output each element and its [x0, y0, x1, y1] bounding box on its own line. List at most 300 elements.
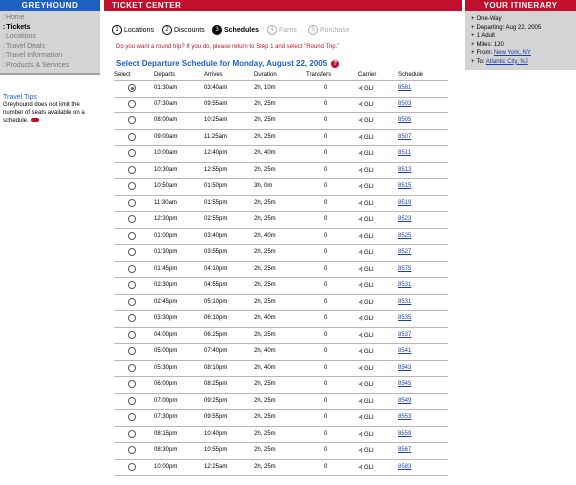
- nav-item-label: Travel Deals: [5, 42, 45, 50]
- schedule-link[interactable]: 8581: [398, 85, 412, 91]
- transfers-cell: 0: [324, 133, 328, 140]
- select-radio[interactable]: [128, 232, 136, 240]
- departs-cell: 05:00pm: [154, 348, 178, 354]
- departs-cell: 10:00pm: [154, 463, 178, 470]
- schedule-cell: [398, 365, 411, 371]
- duration-cell: 2h, 40m: [254, 364, 276, 371]
- itinerary-text: 1 Adult: [476, 33, 495, 39]
- table-row: [114, 113, 448, 130]
- select-radio[interactable]: [128, 281, 136, 289]
- schedule-link[interactable]: 8549: [398, 397, 412, 404]
- carrier-cell: [358, 299, 374, 306]
- carrier-logo-icon: ⊰: [358, 382, 364, 388]
- travel-tips: [3, 94, 97, 125]
- carrier-logo-icon: ⊰: [358, 86, 364, 92]
- itinerary-line: [471, 59, 528, 65]
- carrier-cell: [358, 216, 374, 223]
- schedule-link[interactable]: 8583: [398, 463, 412, 470]
- schedule-title-text: Select Departure Schedule for Monday, August 22, 2005: [116, 59, 328, 68]
- step-label: Fares: [279, 26, 297, 34]
- nav-item-label: Home: [5, 14, 25, 21]
- transfers-cell: 0: [324, 414, 328, 420]
- carrier-logo-icon: ⊰: [358, 283, 364, 289]
- travel-tips-text: [3, 101, 97, 125]
- schedule-cell: [398, 348, 411, 354]
- carrier-code: GLI: [364, 365, 374, 372]
- select-radio[interactable]: [128, 463, 136, 471]
- departs-cell: 04:00pm: [154, 331, 178, 338]
- transfers-cell: 0: [324, 216, 328, 222]
- itinerary-panel: [465, 0, 576, 70]
- select-radio[interactable]: [128, 331, 136, 339]
- select-radio[interactable]: [128, 84, 136, 92]
- carrier-cell: [358, 348, 374, 355]
- carrier-logo-icon: ⊰: [358, 118, 364, 124]
- nav-item-label: Locations: [5, 33, 36, 40]
- help-icon[interactable]: ?: [331, 60, 339, 68]
- select-radio[interactable]: [128, 314, 136, 322]
- transfers-cell: 0: [324, 150, 328, 156]
- carrier-cell: [358, 266, 374, 273]
- select-radio[interactable]: [128, 347, 136, 355]
- schedule-cell: [398, 464, 411, 470]
- schedule-cell: [398, 431, 411, 437]
- schedule-cell: [398, 200, 411, 206]
- schedule-cell: [398, 249, 411, 255]
- transfers-cell: 0: [324, 447, 328, 453]
- transfers-cell: 0: [324, 117, 328, 123]
- itinerary-text: From:: [476, 50, 494, 56]
- arrives-cell: 04:55pm: [204, 282, 228, 288]
- arrives-cell: 12:25am: [204, 463, 228, 470]
- nav-bullet-icon: :: [3, 61, 5, 69]
- arrives-cell: 02:55pm: [204, 216, 228, 222]
- arrives-cell: 03:55pm: [204, 249, 228, 255]
- nav-item-tickets[interactable]: [3, 24, 30, 31]
- arrives-cell: 07:40pm: [204, 348, 228, 354]
- schedule-link[interactable]: 8527: [398, 249, 412, 255]
- nav-item-locations[interactable]: [3, 33, 36, 40]
- table-row: [114, 146, 448, 163]
- nav-bullet-icon: :: [3, 33, 5, 40]
- schedule-link[interactable]: 8537: [398, 331, 412, 338]
- departs-cell: 01:00pm: [154, 232, 178, 239]
- itinerary-line: [471, 33, 495, 39]
- transfers-cell: 0: [324, 381, 328, 387]
- carrier-cell: [358, 183, 374, 190]
- arrives-cell: 03:40pm: [204, 232, 228, 239]
- schedule-cell: [398, 167, 411, 173]
- nav-bullet-icon: :: [3, 42, 5, 50]
- schedule-link[interactable]: 8535: [398, 315, 412, 321]
- duration-cell: 3h, 0m: [254, 183, 273, 189]
- carrier-cell: [358, 249, 374, 256]
- carrier-logo-icon: ⊰: [358, 250, 364, 256]
- select-radio[interactable]: [128, 199, 136, 207]
- table-row: [114, 427, 448, 444]
- schedule-link[interactable]: 8567: [398, 447, 412, 453]
- column-header-departs: Departs: [154, 72, 176, 78]
- departs-cell: 02:45pm: [154, 298, 178, 305]
- departs-cell: 12:30pm: [154, 216, 178, 222]
- departs-cell: 08:30pm: [154, 447, 178, 453]
- table-row: [114, 229, 448, 246]
- schedule-link[interactable]: 8531: [398, 282, 412, 288]
- select-radio[interactable]: [128, 413, 136, 421]
- itinerary-line: [471, 25, 541, 31]
- step-discounts[interactable]: [162, 25, 205, 35]
- schedule-cell: [398, 134, 411, 140]
- travel-tips-title: Travel Tips: [3, 94, 37, 101]
- column-header-duration: Duration: [254, 72, 277, 78]
- table-row: [114, 344, 448, 361]
- departs-cell: 02:30pm: [154, 282, 178, 288]
- departs-cell: 10:30am: [154, 166, 178, 173]
- select-radio[interactable]: [128, 364, 136, 372]
- brand-logo: GREYHOUND: [0, 0, 100, 11]
- arrives-cell: 12:55pm: [204, 166, 228, 173]
- nav-item-home[interactable]: [3, 14, 25, 21]
- schedule-cell: [398, 216, 411, 222]
- transfers-cell: 0: [324, 249, 328, 255]
- select-radio[interactable]: [128, 215, 136, 223]
- carrier-cell: [358, 447, 374, 454]
- carrier-cell: [358, 282, 374, 289]
- departs-cell: 08:15pm: [154, 430, 178, 437]
- schedule-link[interactable]: 8523: [398, 216, 412, 222]
- departs-cell: 07:30pm: [154, 414, 178, 420]
- step-number-icon: 4: [267, 25, 277, 35]
- schedule-link[interactable]: 8503: [398, 100, 412, 107]
- itinerary-text: To:: [476, 58, 486, 65]
- departs-cell: 01:30pm: [154, 249, 178, 255]
- plus-icon: +: [471, 58, 475, 65]
- carrier-code: GLI: [364, 299, 374, 306]
- schedule-cell: [398, 414, 411, 420]
- table-row: [114, 212, 448, 229]
- duration-cell: 2h, 25m: [254, 117, 276, 123]
- select-radio[interactable]: [128, 100, 136, 108]
- duration-cell: 2h, 25m: [254, 430, 276, 437]
- schedule-link[interactable]: 8525: [398, 232, 412, 239]
- departs-cell: 06:00pm: [154, 381, 178, 387]
- round-trip-notice: Do you want a round trip? If you do, please return to Step 1 and select "Round Trip.": [116, 44, 340, 50]
- transfers-cell: 0: [324, 463, 328, 470]
- carrier-code: GLI: [364, 101, 374, 108]
- nav-bullet-icon: :: [3, 52, 5, 59]
- carrier-logo-icon: ⊰: [358, 200, 364, 207]
- schedule-cell: [398, 381, 411, 387]
- column-header-carrier: Carrier: [358, 72, 377, 78]
- schedule-link[interactable]: 8513: [398, 166, 412, 173]
- arrives-cell: 08:10pm: [204, 364, 228, 371]
- itinerary-location-link[interactable]: New York, NY: [493, 50, 531, 56]
- arrives-cell: 11:25am: [204, 133, 227, 140]
- transfers-cell: 0: [324, 100, 328, 107]
- duration-cell: 2h, 40m: [254, 232, 276, 239]
- carrier-logo-icon: ⊰: [358, 217, 364, 223]
- transfers-cell: 0: [324, 397, 328, 404]
- carrier-cell: [358, 101, 374, 108]
- nav-item-products-services[interactable]: [3, 62, 69, 69]
- carrier-cell: [358, 381, 374, 388]
- schedule-link[interactable]: 8511: [398, 150, 411, 156]
- select-radio[interactable]: [128, 298, 136, 306]
- step-number-icon: 5: [308, 25, 318, 35]
- schedule-cell: [398, 299, 411, 305]
- carrier-logo-icon: ⊰: [358, 365, 364, 372]
- arrives-cell: 09:55pm: [204, 414, 228, 420]
- arrives-cell: 01:55pm: [204, 199, 228, 206]
- departs-cell: 05:30pm: [154, 364, 178, 371]
- carrier-code: GLI: [364, 118, 374, 124]
- select-radio[interactable]: [128, 380, 136, 388]
- duration-cell: 2h, 25m: [254, 199, 276, 206]
- transfers-cell: 0: [324, 166, 328, 173]
- table-row: [114, 295, 448, 312]
- plus-icon: +: [471, 50, 475, 56]
- table-row: [114, 377, 448, 394]
- itinerary-text: Departing: Aug 22, 2005: [476, 24, 542, 31]
- step-schedules[interactable]: [212, 25, 259, 35]
- departs-cell: 01:45pm: [154, 265, 178, 272]
- carrier-code: GLI: [364, 233, 374, 240]
- table-row: [114, 394, 448, 411]
- itinerary-location-link[interactable]: Atlantic City, NJ: [485, 58, 528, 65]
- transfers-cell: 0: [324, 199, 328, 206]
- schedule-cell: [398, 282, 411, 288]
- table-row: [114, 443, 448, 460]
- carrier-code: GLI: [364, 250, 374, 256]
- itinerary-text: One-Way: [476, 16, 502, 22]
- table-row: [114, 179, 448, 196]
- schedule-cell: [398, 85, 411, 91]
- arrives-cell: 05:10pm: [204, 298, 228, 305]
- duration-cell: 2h, 25m: [254, 166, 276, 173]
- carrier-code: GLI: [364, 184, 374, 190]
- carrier-code: GLI: [364, 86, 374, 92]
- schedule-cell: [398, 332, 411, 338]
- duration-cell: 2h, 25m: [254, 447, 276, 453]
- duration-cell: 2h, 25m: [254, 298, 276, 305]
- schedule-link[interactable]: 8545: [398, 381, 412, 387]
- schedule-link[interactable]: 8531: [398, 298, 412, 305]
- travel-tips-body: Greyhound does not limit the number of seats available on a schedule.: [3, 102, 85, 124]
- transfers-cell: 0: [324, 364, 328, 371]
- carrier-logo-icon: ⊰: [358, 398, 364, 405]
- schedule-link[interactable]: 8519: [398, 199, 412, 206]
- step-label: Schedules: [224, 26, 260, 34]
- carrier-code: GLI: [364, 134, 374, 141]
- transfers-cell: 0: [324, 298, 328, 305]
- schedule-cell: [398, 150, 411, 156]
- step-number-icon: 1: [112, 25, 122, 35]
- select-radio[interactable]: [128, 430, 136, 438]
- departs-cell: 01:30am: [154, 85, 178, 91]
- carrier-code: GLI: [364, 448, 374, 454]
- transfers-cell: 0: [324, 282, 328, 288]
- plus-icon: +: [471, 16, 475, 22]
- schedule-cell: [398, 117, 411, 123]
- carrier-code: GLI: [364, 382, 374, 388]
- select-radio[interactable]: [128, 116, 136, 124]
- carrier-logo-icon: ⊰: [358, 101, 364, 108]
- table-row: [114, 163, 448, 180]
- table-row: [114, 262, 448, 279]
- carrier-code: GLI: [364, 217, 374, 223]
- table-row: [114, 311, 448, 328]
- table-row: [114, 130, 448, 147]
- duration-cell: 2h, 40m: [254, 348, 276, 354]
- transfers-cell: 0: [324, 265, 328, 272]
- arrives-cell: 09:25pm: [204, 397, 228, 404]
- carrier-cell: [358, 117, 374, 124]
- departs-cell: 10:00am: [154, 150, 178, 156]
- table-row: [114, 410, 448, 427]
- table-row: [114, 278, 448, 295]
- departs-cell: 09:00am: [154, 133, 178, 140]
- transfers-cell: 0: [324, 331, 328, 338]
- schedule-link[interactable]: 8575: [398, 265, 412, 272]
- select-radio[interactable]: [128, 397, 136, 405]
- itinerary-line: [471, 42, 504, 48]
- itinerary-text: Miles: 120: [476, 41, 504, 48]
- step-label: Locations: [124, 26, 154, 34]
- schedule-link[interactable]: 8505: [398, 117, 412, 123]
- step-number-icon: 2: [162, 25, 172, 35]
- carrier-logo-icon: ⊰: [358, 233, 364, 240]
- select-radio[interactable]: [128, 182, 136, 190]
- carrier-code: GLI: [364, 415, 374, 421]
- schedule-cell: [398, 266, 411, 272]
- schedule-cell: [398, 447, 411, 453]
- carrier-cell: [358, 332, 374, 339]
- carrier-logo-icon: ⊰: [358, 448, 364, 454]
- carrier-logo-icon: ⊰: [358, 464, 364, 471]
- table-header: [114, 72, 448, 80]
- arrives-cell: 03:40am: [204, 85, 228, 91]
- carrier-logo-icon: ⊰: [358, 151, 364, 157]
- page-title: TICKET CENTER: [112, 1, 182, 10]
- transfers-cell: 0: [324, 85, 328, 91]
- duration-cell: 2h, 25m: [254, 265, 276, 272]
- duration-cell: 2h, 40m: [254, 315, 276, 321]
- itinerary-line: [471, 16, 502, 22]
- carrier-logo-icon: ⊰: [358, 167, 364, 174]
- select-radio[interactable]: [128, 133, 136, 141]
- departs-cell: 11:30am: [154, 199, 177, 206]
- schedule-link[interactable]: 8543: [398, 364, 412, 371]
- carrier-cell: [358, 431, 374, 438]
- nav-item-travel-information[interactable]: [3, 52, 62, 59]
- carrier-cell: [358, 200, 374, 207]
- departs-cell: 08:00am: [154, 117, 178, 123]
- step-purchase: [308, 25, 350, 35]
- carrier-logo-icon: ⊰: [358, 266, 364, 273]
- arrives-cell: 10:55pm: [204, 447, 228, 453]
- carrier-code: GLI: [364, 151, 374, 157]
- nav-item-travel-deals[interactable]: [3, 43, 45, 50]
- carrier-cell: [358, 464, 374, 471]
- arrives-cell: 06:25pm: [204, 331, 228, 338]
- carrier-cell: [358, 150, 374, 157]
- table-row: [114, 328, 448, 345]
- departs-cell: 03:30pm: [154, 315, 178, 321]
- carrier-logo-icon: ⊰: [358, 349, 364, 355]
- duration-cell: 2h, 25m: [254, 463, 276, 470]
- table-row: [114, 80, 448, 98]
- plus-icon: +: [471, 24, 475, 31]
- step-locations[interactable]: [112, 25, 154, 35]
- carrier-code: GLI: [364, 349, 374, 355]
- duration-cell: 2h, 25m: [254, 133, 276, 140]
- table-row: [114, 97, 448, 114]
- schedule-link[interactable]: 8515: [398, 183, 412, 189]
- table-row: [114, 196, 448, 213]
- plus-icon: +: [471, 33, 475, 39]
- duration-cell: 2h, 25m: [254, 381, 276, 387]
- arrives-cell: 06:10pm: [204, 315, 228, 321]
- plus-icon: +: [471, 41, 475, 48]
- carrier-code: GLI: [364, 283, 374, 289]
- carrier-logo-icon: ⊰: [358, 332, 364, 339]
- step-label: Discounts: [174, 26, 205, 34]
- select-radio[interactable]: [128, 166, 136, 174]
- select-radio[interactable]: [128, 265, 136, 273]
- duration-cell: 2h, 25m: [254, 216, 276, 222]
- column-header-transfers: Transfers: [306, 72, 332, 78]
- duration-cell: 2h, 10m: [254, 85, 276, 91]
- select-radio[interactable]: [128, 446, 136, 454]
- schedule-cell: [398, 398, 411, 404]
- schedule-link[interactable]: 8507: [398, 133, 412, 140]
- carrier-code: GLI: [364, 266, 374, 273]
- column-header-schedule: Schedule: [398, 72, 424, 78]
- carrier-code: GLI: [364, 167, 374, 174]
- left-navigation: [0, 0, 100, 485]
- table-row: [114, 460, 448, 477]
- select-radio[interactable]: [128, 248, 136, 256]
- carrier-cell: [358, 398, 374, 405]
- schedule-link[interactable]: 8541: [398, 348, 412, 354]
- carrier-code: GLI: [364, 398, 374, 405]
- step-number-icon: 3: [212, 25, 222, 35]
- duration-cell: 2h, 25m: [254, 331, 276, 338]
- carrier-cell: [358, 365, 374, 372]
- carrier-code: GLI: [364, 332, 374, 339]
- schedule-link[interactable]: 8559: [398, 430, 412, 437]
- transfers-cell: 0: [324, 315, 328, 321]
- carrier-logo-icon: ⊰: [358, 316, 364, 322]
- schedule-cell: [398, 101, 411, 107]
- itinerary-line: [471, 50, 531, 56]
- column-header-select: Select: [114, 72, 131, 78]
- duration-cell: 2h, 25m: [254, 249, 276, 255]
- arrives-cell: 10:25am: [204, 117, 228, 123]
- carrier-cell: [358, 167, 374, 174]
- carrier-logo-icon: ⊰: [358, 184, 364, 190]
- arrives-cell: 10:40pm: [204, 430, 228, 437]
- nav-item-label: Tickets: [6, 23, 31, 31]
- carrier-cell: [358, 85, 374, 92]
- arrives-cell: 01:50pm: [204, 183, 228, 189]
- carrier-code: GLI: [364, 200, 374, 207]
- carrier-cell: [358, 315, 374, 322]
- transfers-cell: 0: [324, 183, 328, 189]
- select-radio[interactable]: [128, 149, 136, 157]
- schedule-cell: [398, 315, 411, 321]
- schedule-link[interactable]: 8553: [398, 414, 412, 420]
